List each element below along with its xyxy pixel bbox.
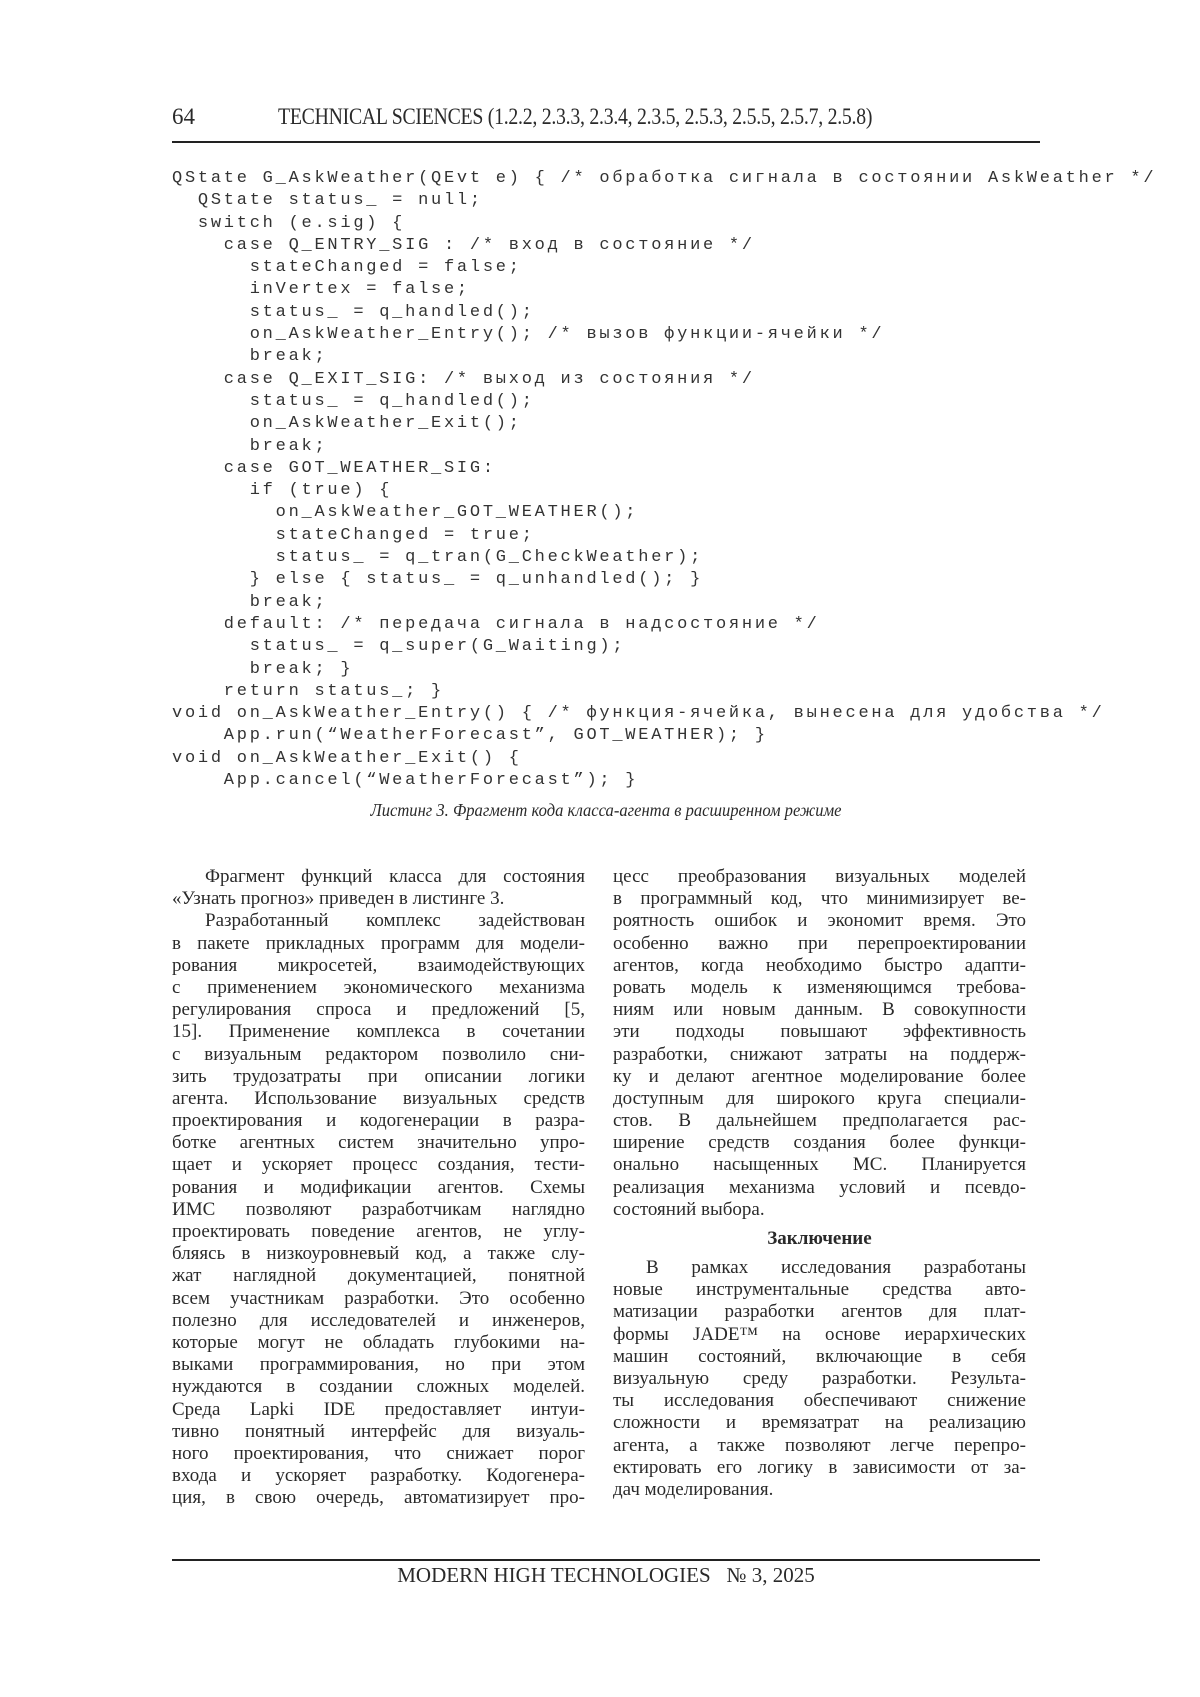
text-line: дач моделирования. bbox=[613, 1479, 1026, 1501]
text-line: ты исследования обеспечивают снижение bbox=[613, 1390, 1026, 1412]
text-line: стов. В дальнейшем предполагается рас- bbox=[613, 1110, 1026, 1132]
text-line: регулирования спроса и предложений [5, bbox=[172, 999, 585, 1021]
code-line: App.cancel(“WeatherForecast”); } bbox=[172, 770, 1156, 792]
code-line: QState status_ = null; bbox=[172, 190, 1156, 212]
text-line: выками программирования, но при этом bbox=[172, 1354, 585, 1376]
code-line: stateChanged = true; bbox=[172, 525, 1156, 547]
code-line: App.run(“WeatherForecast”, GOT_WEATHER); } bbox=[172, 725, 1156, 747]
text-line: ниям или новым данным. В совокупности bbox=[613, 999, 1026, 1021]
issue-number: № 3, 2025 bbox=[726, 1563, 814, 1587]
text-line: ку и делают агентное моделирование более bbox=[613, 1066, 1026, 1088]
text-line: машин состояний, включающие в себя bbox=[613, 1346, 1026, 1368]
text-line: В рамках исследования разработаны bbox=[613, 1257, 1026, 1279]
code-listing bbox=[172, 168, 1156, 792]
text-line: формы JADE™ на основе иерархических bbox=[613, 1324, 1026, 1346]
text-line: 15]. Применение комплекса в сочетании bbox=[172, 1021, 585, 1043]
text-line: ширение средств создания более функци- bbox=[613, 1132, 1026, 1154]
text-line: визуальную среду разработки. Результа- bbox=[613, 1368, 1026, 1390]
code-line: break; bbox=[172, 436, 1156, 458]
journal-name: MODERN HIGH TECHNOLOGIES bbox=[397, 1563, 710, 1587]
text-line: состояний выбора. bbox=[613, 1199, 1026, 1221]
code-line: inVertex = false; bbox=[172, 279, 1156, 301]
code-line: void on_AskWeather_Entry() { /* функция-ячейка, вынесена для удобства */ bbox=[172, 703, 1156, 725]
text-line: агента, а также позволяют легче перепро- bbox=[613, 1435, 1026, 1457]
conclusion-text bbox=[613, 1257, 1026, 1501]
right-column-text bbox=[613, 866, 1026, 1221]
text-line: в пакете прикладных программ для модели- bbox=[172, 933, 585, 955]
text-line: роятность ошибок и экономит время. Это bbox=[613, 910, 1026, 932]
text-line: особенно важно при перепроектировании bbox=[613, 933, 1026, 955]
left-column bbox=[172, 866, 585, 1509]
code-line: void on_AskWeather_Exit() { bbox=[172, 748, 1156, 770]
header-divider bbox=[172, 141, 1040, 143]
text-line: матизации разработки агентов для плат- bbox=[613, 1301, 1026, 1323]
text-line: онально насыщенных МС. Планируется bbox=[613, 1154, 1026, 1176]
text-line: Фрагмент функций класса для состояния bbox=[172, 866, 585, 888]
footer-divider bbox=[172, 1559, 1040, 1561]
text-line: ция, в свою очередь, автоматизирует про- bbox=[172, 1487, 585, 1509]
text-line: ИМС позволяют разработчикам наглядно bbox=[172, 1199, 585, 1221]
text-line: агентов, когда необходимо быстро адапти- bbox=[613, 955, 1026, 977]
text-line: проектировать поведение агентов, не углу- bbox=[172, 1221, 585, 1243]
text-line: в программный код, что минимизирует ве- bbox=[613, 888, 1026, 910]
text-line: нуждаются в создании сложных моделей. bbox=[172, 1376, 585, 1398]
listing-caption: Листинг 3. Фрагмент кода класса-агента в расширенном режиме bbox=[207, 800, 1006, 821]
text-line: ботке агентных систем значительно упро- bbox=[172, 1132, 585, 1154]
code-line: } else { status_ = q_unhandled(); } bbox=[172, 569, 1156, 591]
code-line: QState G_AskWeather(QEvt e) { /* обработка сигнала в состоянии AskWeather */ bbox=[172, 168, 1156, 190]
text-line: всем участникам разработки. Это особенно bbox=[172, 1288, 585, 1310]
text-line: рования микросетей, взаимодействующих bbox=[172, 955, 585, 977]
text-line: входа и ускоряет разработку. Кодогенера- bbox=[172, 1465, 585, 1487]
code-line: on_AskWeather_Entry(); /* вызов функции-ячейки */ bbox=[172, 324, 1156, 346]
text-line: зить трудозатраты при описании логики bbox=[172, 1066, 585, 1088]
right-column bbox=[613, 866, 1026, 1501]
text-line: бляясь в низкоуровневый код, а также слу- bbox=[172, 1243, 585, 1265]
code-line: case GOT_WEATHER_SIG: bbox=[172, 458, 1156, 480]
code-line: status_ = q_handled(); bbox=[172, 302, 1156, 324]
text-line: эти подходы повышают эффективность bbox=[613, 1021, 1026, 1043]
code-line: if (true) { bbox=[172, 480, 1156, 502]
text-line: Среда Lapki IDE предоставляет интуи- bbox=[172, 1399, 585, 1421]
code-line: status_ = q_tran(G_CheckWeather); bbox=[172, 547, 1156, 569]
text-line: «Узнать прогноз» приведен в листинге 3. bbox=[172, 888, 585, 910]
code-line: switch (e.sig) { bbox=[172, 213, 1156, 235]
text-line: с применением экономического механизма bbox=[172, 977, 585, 999]
text-line: сложности и времязатрат на реализацию bbox=[613, 1412, 1026, 1434]
text-line: Разработанный комплекс задействован bbox=[172, 910, 585, 932]
running-header bbox=[172, 104, 1040, 134]
code-line: case Q_ENTRY_SIG : /* вход в состояние */ bbox=[172, 235, 1156, 257]
code-line: break; bbox=[172, 346, 1156, 368]
section-heading: Заключение bbox=[613, 1221, 1026, 1257]
text-line: проектирования и кодогенерации в разра- bbox=[172, 1110, 585, 1132]
text-line: тивно понятный интерфейс для визуаль- bbox=[172, 1421, 585, 1443]
running-footer bbox=[172, 1563, 1040, 1588]
text-line: ного проектирования, что снижает порог bbox=[172, 1443, 585, 1465]
text-line: щает и ускоряет процесс создания, тести- bbox=[172, 1154, 585, 1176]
text-line: ровать модель к изменяющимся требова- bbox=[613, 977, 1026, 999]
code-line: stateChanged = false; bbox=[172, 257, 1156, 279]
header-title: TECHNICAL SCIENCES (1.2.2, 2.3.3, 2.3.4, 2.3.5, 2.5.3, 2.5.5, 2.5.7, 2.5.8) bbox=[278, 104, 872, 130]
text-line: доступным для широкого круга специали- bbox=[613, 1088, 1026, 1110]
code-line: break; } bbox=[172, 659, 1156, 681]
code-line: break; bbox=[172, 592, 1156, 614]
text-line: новые инструментальные средства авто- bbox=[613, 1279, 1026, 1301]
text-line: которые могут не обладать глубокими на- bbox=[172, 1332, 585, 1354]
text-line: с визуальным редактором позволило сни- bbox=[172, 1044, 585, 1066]
text-line: ектировать его логику в зависимости от за- bbox=[613, 1457, 1026, 1479]
text-line: рования и модификации агентов. Схемы bbox=[172, 1177, 585, 1199]
code-line: return status_; } bbox=[172, 681, 1156, 703]
code-line: case Q_EXIT_SIG: /* выход из состояния */ bbox=[172, 369, 1156, 391]
code-line: on_AskWeather_Exit(); bbox=[172, 413, 1156, 435]
text-line: реализация механизма условий и псевдо- bbox=[613, 1177, 1026, 1199]
code-line: status_ = q_super(G_Waiting); bbox=[172, 636, 1156, 658]
code-line: on_AskWeather_GOT_WEATHER(); bbox=[172, 502, 1156, 524]
page-number: 64 bbox=[172, 104, 195, 130]
text-line: разработки, снижают затраты на поддерж- bbox=[613, 1044, 1026, 1066]
text-line: полезно для исследователей и инженеров, bbox=[172, 1310, 585, 1332]
code-line: status_ = q_handled(); bbox=[172, 391, 1156, 413]
code-line: default: /* передача сигнала в надсостояние */ bbox=[172, 614, 1156, 636]
text-line: цесс преобразования визуальных моделей bbox=[613, 866, 1026, 888]
text-line: агента. Использование визуальных средств bbox=[172, 1088, 585, 1110]
text-line: жат наглядной документацией, понятной bbox=[172, 1265, 585, 1287]
